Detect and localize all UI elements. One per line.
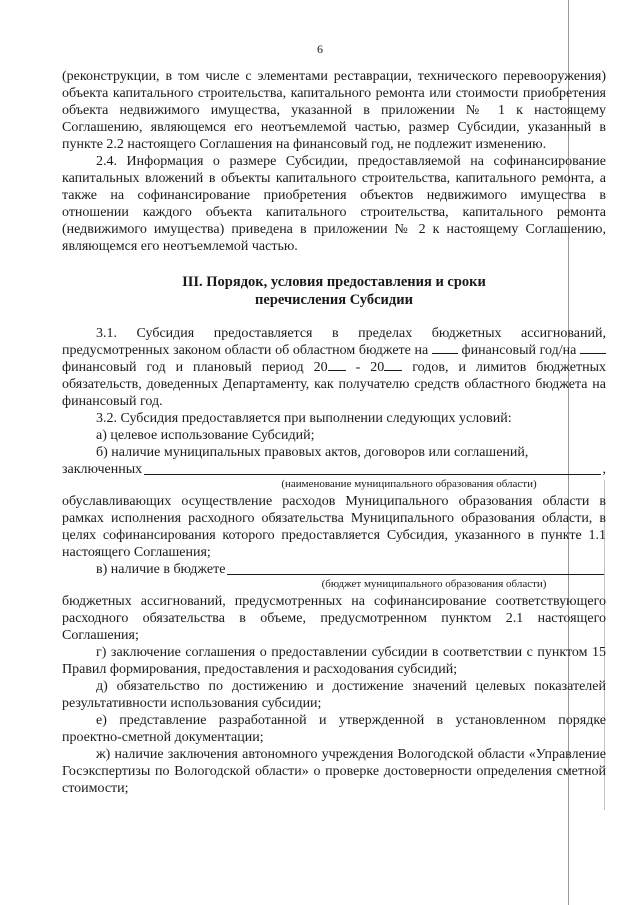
paragraph-continuation: (реконструкции, в том числе с элементами реставрации, технического перевооружения) объекта капитального строительства, капитального ремонта или стоимости приобретения объекта недвижимого имущества, указанной в приложении № 1 к настоящему Соглашению, являющемся его неотъемлемой частью, размер Субсидии, указанный в пункте 2.2 настоящего Соглашения на финансовый год, не подлежит изменению. <box>62 69 606 152</box>
condition-b-comma: , <box>602 462 606 477</box>
condition-b-label: заключенных <box>62 462 143 477</box>
paragraph-3-2: 3.2. Субсидия предоставляется при выполнении следующих условий: <box>96 411 512 426</box>
condition-b-fill-row <box>62 461 606 478</box>
paragraph-3-1-part-c: финансовый год и плановый период 20 <box>62 360 328 375</box>
condition-g: г) заключение соглашения о предоставлении субсидии в соответствии с пунктом 15 Правил формирования, предоставления и расходования субсидий; <box>62 645 606 677</box>
condition-v-label: в) наличие в бюджете <box>96 562 226 577</box>
document-body <box>62 68 606 797</box>
condition-d: д) обязательство по достижению и достижение значений целевых показателей результативности использования субсидии; <box>62 679 606 711</box>
paragraph-3-1-part-e: годов, и лимитов бюджетных обязательств, доведенных Департаменту, как получателю средств областного бюджета на финансовый год. <box>62 360 607 409</box>
blank-year-4 <box>384 359 402 371</box>
paragraph-3-1 <box>62 325 606 410</box>
condition-v-fill-row <box>62 561 606 578</box>
fill-line-budget <box>227 562 604 575</box>
blank-year-3 <box>328 359 346 371</box>
fill-line-municipality <box>144 462 600 475</box>
condition-v-continuation: бюджетных ассигнований, предусмотренных на софинансирование соответствующего расходного обязательства в объеме, предусмотренном пунктом 2.1 настоящего Соглашения; <box>62 594 606 643</box>
blank-year-1 <box>432 342 458 354</box>
condition-a: а) целевое использование Субсидий; <box>96 428 315 443</box>
condition-zh: ж) наличие заключения автономного учреждения Вологодской области «Управление Госэкспертизы по Вологодской области» о проверке достоверности определения сметной стоимости; <box>62 747 606 796</box>
condition-b-continuation: обуславливающих осуществление расходов Муниципального образования области в рамках исполнения расходного обязательства Муниципального образования области, в целях софинансирования которого предоставляется Субсидия, указанного в пункте 1.1 настоящего Соглашения; <box>62 494 606 560</box>
paragraph-3-1-part-b: финансовый год/на <box>457 343 580 358</box>
condition-e: е) представление разработанной и утвержденной в установленном порядке проектно-сметной документации; <box>62 713 606 745</box>
paragraph-3-1-part-d: - 20 <box>345 360 385 375</box>
caption-municipality: (наименование муниципального образования области) <box>281 478 537 490</box>
caption-budget: (бюджет муниципального образования области) <box>321 578 547 590</box>
section-heading-line-1: III. Порядок, условия предоставления и сроки <box>182 274 486 290</box>
paragraph-2-4: 2.4. Информация о размере Субсидии, предоставляемой на софинансирование капитальных вложений в объекты капитального строительства, капитального ремонта, а также на софинансирование приобретения объектов недвижимого имущества в отношении каждого объекта капитального строительства, капитального ремонта (недвижимого имущества) приведена в приложении № 2 к настоящему Соглашению, являющемся его неотъемлемой частью. <box>62 154 606 254</box>
page-number: 6 <box>317 42 323 56</box>
paragraph-3-1-part-a: 3.1. Субсидия предоставляется в пределах бюджетных ассигнований, предусмотренных законом области об областном бюджете на <box>62 326 606 358</box>
blank-year-2 <box>580 342 606 354</box>
section-heading <box>62 273 606 309</box>
section-heading-line-2: перечисления Субсидии <box>255 292 413 308</box>
condition-b: б) наличие муниципальных правовых актов, договоров или соглашений, <box>96 445 529 460</box>
